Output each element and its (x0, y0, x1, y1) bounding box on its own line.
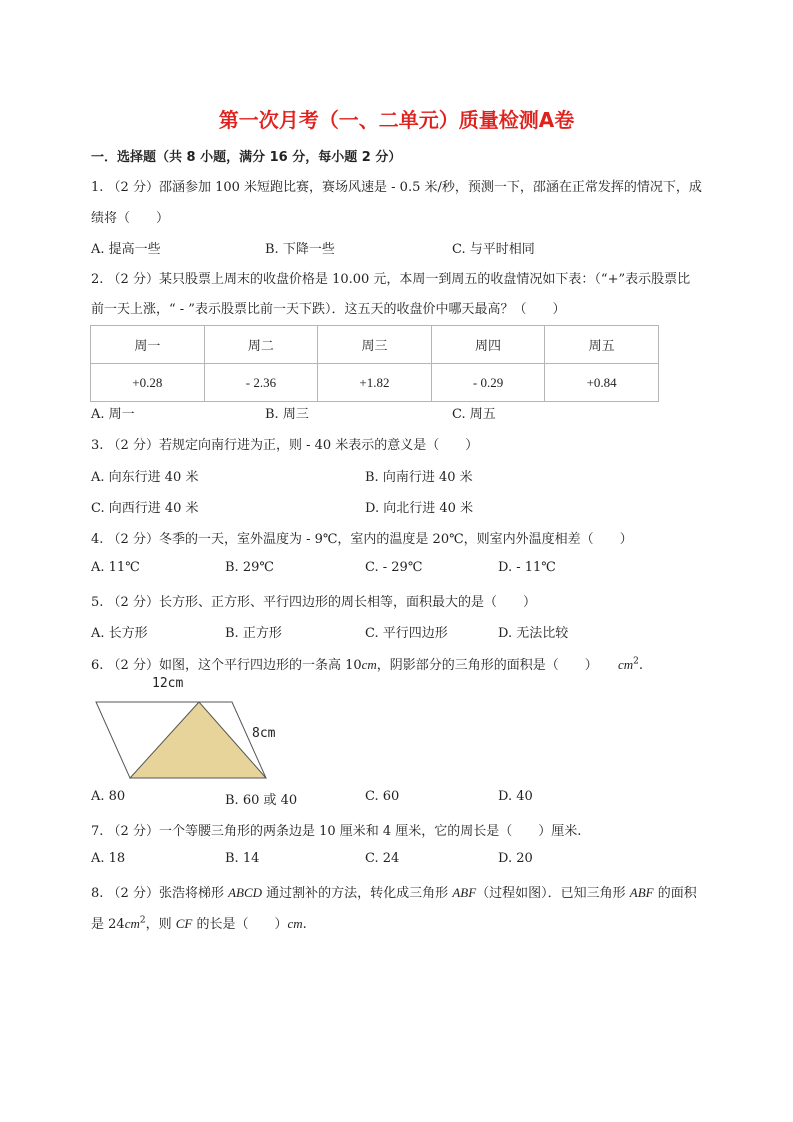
unit: cm (617, 657, 634, 672)
option-a[interactable]: A. 11℃ (91, 560, 140, 575)
option-c[interactable]: C. 周五 (452, 407, 496, 422)
table-cell: +0.84 (545, 364, 659, 402)
question-text: （2 分）某只股票上周末的收盘价格是 10.00 元，本周一到周五的收盘情况如下表：（“+”表示股票比 (107, 272, 691, 287)
unit: cm (287, 916, 303, 931)
top-length-label: 12cm (152, 676, 184, 691)
trapezoid-label: ABCD (228, 885, 263, 900)
question-1-continued: 绩将（ ） (91, 211, 170, 226)
option-c[interactable]: C. - 29℃ (365, 560, 423, 575)
option-d[interactable]: D. 40 (498, 789, 533, 804)
question-number: 1. (91, 180, 104, 195)
period: . (638, 658, 643, 673)
superscript: 2 (139, 915, 146, 926)
triangle-label: ABF (452, 885, 477, 900)
option-c[interactable]: C. 平行四边形 (365, 626, 448, 641)
table-cell: - 0.29 (431, 364, 544, 402)
option-b[interactable]: B. 向南行进 40 米 (365, 470, 473, 485)
question-number: 5. (91, 595, 104, 610)
question-text: 是 24 (91, 917, 125, 932)
period: . (302, 917, 307, 932)
table-header-row (91, 326, 659, 364)
question-number: 8. (91, 886, 104, 901)
option-d[interactable]: D. 20 (498, 851, 533, 866)
question-1 (91, 176, 702, 195)
question-text: （2 分）一个等腰三角形的两条边是 10 厘米和 4 厘米，它的周长是（ ）厘米. (107, 824, 582, 839)
option-a[interactable]: A. 提高一些 (91, 242, 161, 257)
option-d[interactable]: D. - 11℃ (498, 560, 556, 575)
question-5 (91, 591, 536, 610)
option-c[interactable]: C. 与平时相同 (452, 242, 535, 257)
option-a[interactable]: A. 18 (91, 851, 126, 866)
question-text: 的长是（ ） (192, 917, 288, 932)
question-2-continued: 前一天上涨，“ - ”表示股票比前一天下跌）．这五天的收盘价中哪天最高？（ ） (91, 302, 566, 317)
question-text: ，阴影部分的三角形的面积是（ ） (376, 658, 598, 673)
table-header-cell: 周二 (204, 326, 317, 364)
question-text: （2 分）邵涵参加 100 米短跑比赛，赛场风速是 - 0.5 米/秒，预测一下，邵涵在正常发挥的情况下，成 (107, 180, 702, 195)
unit: cm (124, 916, 140, 931)
question-number: 7. (91, 824, 104, 839)
segment-label: CF (175, 916, 193, 931)
question-8-continued (91, 913, 307, 932)
triangle-label: ABF (629, 885, 654, 900)
side-length-label: 8cm (252, 726, 276, 741)
table-header-cell: 周三 (318, 326, 432, 364)
question-number: 2. (91, 272, 104, 287)
question-text: （2 分）张浩将梯形 (107, 886, 229, 901)
superscript: 2 (633, 656, 639, 667)
table-header-cell: 周五 (545, 326, 659, 364)
option-b[interactable]: B. 下降一些 (265, 242, 335, 257)
question-text: ，则 (145, 917, 176, 932)
question-text: （2 分）冬季的一天，室外温度为 - 9℃，室内的温度是 20℃，则室内外温度相差（ ） (107, 532, 633, 547)
table-header-cell: 周四 (431, 326, 544, 364)
option-c[interactable]: C. 24 (365, 851, 400, 866)
question-number: 4. (91, 532, 104, 547)
table-cell: +1.82 (318, 364, 432, 402)
question-number: 3. (91, 438, 104, 453)
option-a[interactable]: A. 长方形 (91, 626, 148, 641)
option-c[interactable]: C. 60 (365, 789, 400, 804)
question-text: 通过割补的方法，转化成三角形 (262, 886, 453, 901)
question-2 (91, 268, 690, 287)
option-a[interactable]: A. 向东行进 40 米 (91, 470, 199, 485)
option-a[interactable]: A. 周一 (91, 407, 135, 422)
option-c[interactable]: C. 向西行进 40 米 (91, 501, 199, 516)
question-6 (91, 654, 643, 673)
question-text: （过程如图）．已知三角形 (476, 886, 630, 901)
question-3 (91, 434, 478, 453)
table-cell: +0.28 (91, 364, 205, 402)
option-d[interactable]: D. 向北行进 40 米 (365, 501, 474, 516)
question-text: 的面积 (653, 886, 697, 901)
question-text: （2 分）长方形、正方形、平行四边形的周长相等，面积最大的是（ ） (107, 595, 536, 610)
option-a[interactable]: A. 80 (91, 789, 126, 804)
table-header-cell: 周一 (91, 326, 205, 364)
question-text: （2 分）若规定向南行进为正，则 - 40 米表示的意义是（ ） (107, 438, 479, 453)
question-4 (91, 528, 633, 547)
question-text: （2 分）如图，这个平行四边形的一条高 10 (107, 658, 362, 673)
option-d[interactable]: D. 无法比较 (498, 626, 569, 641)
option-b[interactable]: B. 14 (225, 851, 260, 866)
option-b[interactable]: B. 60 或 40 (225, 793, 298, 808)
table-row (91, 364, 659, 402)
option-b[interactable]: B. 周三 (265, 407, 309, 422)
parallelogram-figure (92, 676, 292, 780)
question-number: 6. (91, 658, 104, 673)
stock-table (90, 325, 659, 402)
document-title: 第一次月考（一、二单元）质量检测A卷 (218, 108, 575, 132)
question-8 (91, 882, 697, 901)
table-cell: - 2.36 (204, 364, 317, 402)
section-header: 一．选择题（共 8 小题，满分 16 分，每小题 2 分） (91, 150, 402, 165)
option-b[interactable]: B. 29℃ (225, 560, 274, 575)
question-7 (91, 820, 581, 839)
option-b[interactable]: B. 正方形 (225, 626, 282, 641)
unit: cm (361, 657, 377, 672)
